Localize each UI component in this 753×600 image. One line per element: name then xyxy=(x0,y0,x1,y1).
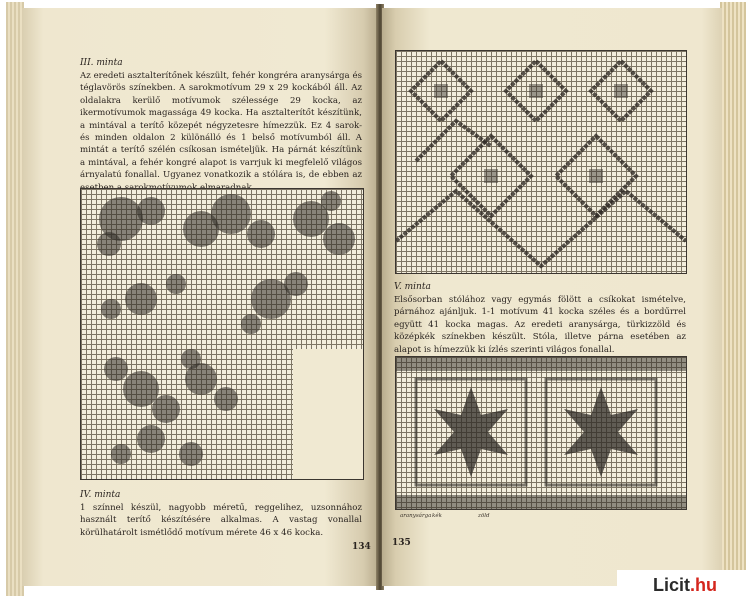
cross-stitch-stars-v xyxy=(396,357,686,509)
left-page-number: 134 xyxy=(352,542,371,552)
cross-stitch-diamonds xyxy=(396,51,686,273)
right-page-edges xyxy=(720,2,746,596)
watermark-brand: Licit xyxy=(652,574,690,595)
legend-goldenyellow: aranysárga xyxy=(400,513,432,519)
watermark-tld: .hu xyxy=(690,574,717,595)
paragraph-pattern-v: Elsősorban stólához vagy egymás fölött a csíkokat ismételve, párnához ajánljuk. 1-1 motívum 41 kocka széles és a bordűrrel együtt 41 kocka magas. Az eredeti aranysárga, türkizzöld és középkék színekben készült. Stóla, illetve párna esetében az alapot is hímezzük ki ízlés szerinti világos fonallal. xyxy=(394,295,686,355)
legend-blue: kék xyxy=(432,513,442,519)
heading-pattern-v: V. minta xyxy=(394,282,431,292)
chart-pattern-continued xyxy=(395,50,687,274)
licit-watermark xyxy=(617,570,753,600)
legend-green: zöld xyxy=(478,513,490,519)
right-page-number: 135 xyxy=(392,538,411,548)
paragraph-pattern-iii: Az eredeti asztalterítőnek készült, fehér kongréra aranysárga és téglavörös színekben. A sarokmotívum 29 x 29 kockából áll. Az oldalakra kerülő motívumok szélessége 29 kocka, az ikermotívumok magassága 49 kocka. Ha asztalterítőt készítünk, a mintával a terítő közepét négyzetesre hímezzük. Ez 4 sarok- és minden oldalon 2 különálló és 1 belső motívumból áll. A mintát a terítő szélén csíkosan ismételjük. Ha párnát készítünk a mintával, a fehér kongré alapot is varrjuk ki megfelelő világos árnyalatú fonallal. Ugyanez vonatkozik a stólára is, de ebben az xyxy=(80,71,362,181)
chart-pattern-v xyxy=(395,356,687,510)
cross-stitch-motifs-iv xyxy=(81,189,363,479)
chart-pattern-iv xyxy=(80,188,364,480)
heading-pattern-iii: III. minta xyxy=(80,58,123,68)
paragraph-pattern-iv: 1 színnel készül, nagyobb méretű, reggelihez, uzsonnához használt terítő készítésére alkalmas. A vastag vonallal körülhatárolt ismétlődő motívum mérete 46 x 46 kocka. xyxy=(80,503,362,538)
heading-pattern-iv: IV. minta xyxy=(80,490,121,500)
